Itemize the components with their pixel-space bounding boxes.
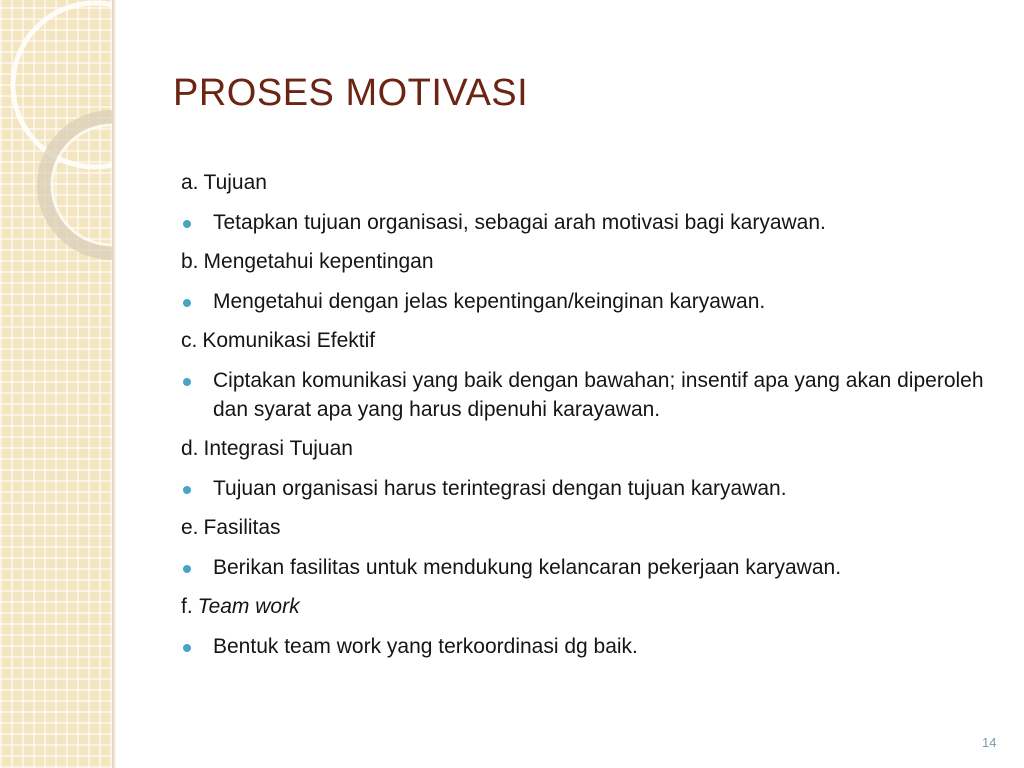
heading-text: Mengetahui kepentingan — [203, 250, 434, 273]
page-number: 14 — [982, 735, 997, 750]
bullet-dot-icon — [183, 220, 191, 228]
heading-text: Tujuan — [203, 171, 267, 194]
circle-ornament-icon — [0, 0, 112, 768]
bullet-text: Bentuk team work yang terkoordinasi dg baik. — [213, 635, 638, 658]
bullet-dot-icon — [183, 486, 191, 494]
bullet-item — [181, 208, 991, 237]
heading-text: Fasilitas — [203, 516, 281, 539]
section-heading — [181, 168, 991, 197]
section-heading — [181, 434, 991, 463]
bullet-item — [181, 553, 991, 582]
bullet-dot-icon — [183, 378, 191, 386]
decorative-sidebar — [0, 0, 112, 768]
slide-title: PROSES MOTIVASI — [173, 72, 529, 114]
heading-text: Team work — [197, 595, 300, 618]
bullet-dot-icon — [183, 644, 191, 652]
section-heading — [181, 247, 991, 276]
bullet-item — [181, 632, 991, 661]
section-heading — [181, 513, 991, 542]
heading-marker: f. — [181, 595, 193, 618]
section-heading — [181, 592, 991, 621]
bullet-item — [181, 366, 991, 424]
bullet-item — [181, 474, 991, 503]
heading-marker: e. — [181, 516, 199, 539]
heading-text: Komunikasi Efektif — [202, 329, 376, 352]
bullet-text: Tujuan organisasi harus terintegrasi dengan tujuan karyawan. — [213, 477, 787, 500]
bullet-text: Ciptakan komunikasi yang baik dengan bawahan; insentif apa yang akan diperoleh dan syarat apa yang harus dipenuhi karayawan. — [213, 369, 984, 421]
heading-text: Integrasi Tujuan — [203, 437, 353, 460]
sidebar-divider — [112, 0, 116, 768]
section-heading — [181, 326, 991, 355]
slide-content — [181, 168, 991, 671]
bullet-text: Berikan fasilitas untuk mendukung kelancaran pekerjaan karyawan. — [213, 556, 842, 579]
bullet-text: Mengetahui dengan jelas kepentingan/keinginan karyawan. — [213, 290, 766, 313]
bullet-text: Tetapkan tujuan organisasi, sebagai arah motivasi bagi karyawan. — [213, 211, 826, 234]
heading-marker: d. — [181, 437, 199, 460]
bullet-dot-icon — [183, 565, 191, 573]
bullet-item — [181, 287, 991, 316]
heading-marker: b. — [181, 250, 199, 273]
bullet-dot-icon — [183, 299, 191, 307]
heading-marker: c. — [181, 329, 198, 352]
heading-marker: a. — [181, 171, 199, 194]
